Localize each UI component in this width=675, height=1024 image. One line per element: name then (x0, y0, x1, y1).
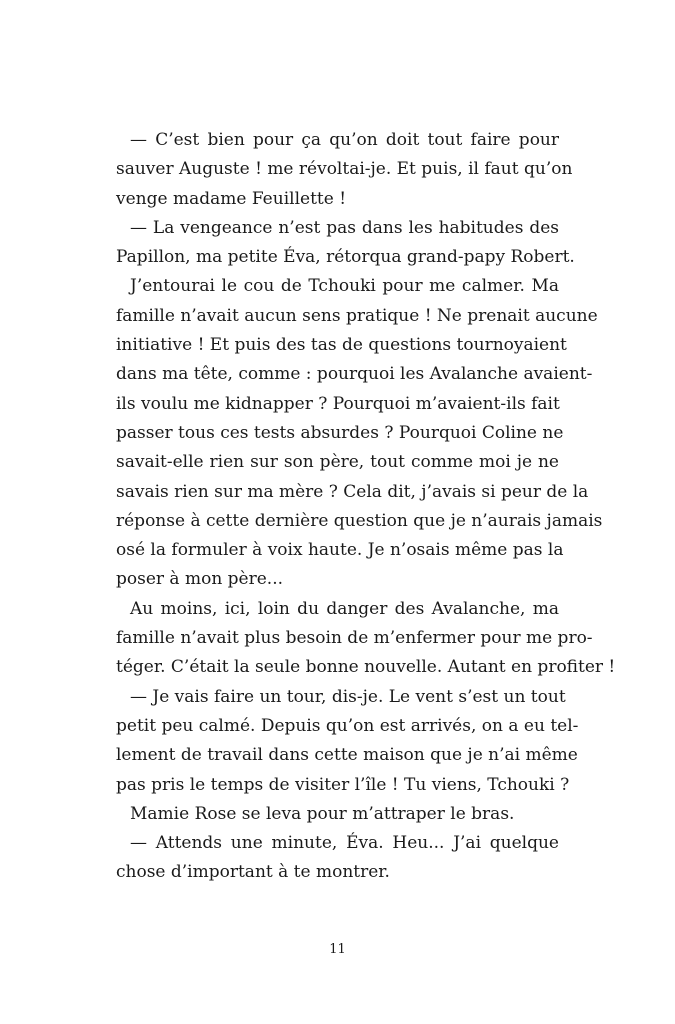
text-line: passer tous ces tests absurdes ? Pourquoi Coline ne (116, 422, 564, 443)
text-line: chose d’important à te montrer. (116, 862, 390, 883)
text-line: J’entourai le cou de Tchouki pour me calmer. Ma (130, 276, 559, 297)
text-line: Papillon, ma petite Éva, rétorqua grand-papy Robert. (116, 247, 575, 268)
text-line: — La vengeance n’est pas dans les habitudes des (130, 217, 559, 238)
text-line: savais rien sur ma mère ? Cela dit, j’avais si peur de la (116, 481, 589, 502)
text-line: Mamie Rose se leva pour m’attraper le bras. (130, 803, 515, 824)
text-line: pas pris le temps de visiter l’île ! Tu viens, Tchouki ? (116, 774, 570, 795)
text-line: savait-elle rien sur son père, tout comme moi je ne (116, 452, 559, 473)
text-line: — C’est bien pour ça qu’on doit tout faire pour (130, 130, 559, 150)
body-text (116, 126, 616, 888)
text-line: poser à mon père... (116, 569, 284, 590)
page-number: 11 (329, 942, 346, 957)
text-line: initiative ! Et puis des tas de questions tournoyaient (116, 335, 567, 356)
text-line: lement de travail dans cette maison que je n’ai même (116, 745, 578, 766)
text-line: réponse à cette dernière question que je n’aurais jamais (116, 510, 603, 531)
text-line: osé la formuler à voix haute. Je n’osais même pas la (116, 540, 564, 561)
text-line: Au moins, ici, loin du danger des Avalanche, ma (130, 598, 559, 619)
text-line: dans ma tête, comme : pourquoi les Avalanche avaient- (116, 364, 593, 385)
text-line: — Attends une minute, Éva. Heu... J’ai quelque (130, 833, 559, 854)
text-line: famille n’avait plus besoin de m’enfermer pour me pro- (116, 628, 593, 649)
text-line: — Je vais faire un tour, dis-je. Le vent s’est un tout (130, 686, 566, 707)
text-line: téger. C’était la seule bonne nouvelle. Autant en profiter ! (116, 657, 616, 678)
text-line: famille n’avait aucun sens pratique ! Ne prenait aucune (116, 305, 598, 326)
text-line: venge madame Feuillette ! (116, 188, 347, 209)
text-line: petit peu calmé. Depuis qu’on est arrivés, on a eu tel- (116, 715, 579, 736)
text-line: sauver Auguste ! me révoltai-je. Et puis, il faut qu’on (116, 159, 573, 180)
text-line: ils voulu me kidnapper ? Pourquoi m’avaient-ils fait (116, 393, 560, 414)
